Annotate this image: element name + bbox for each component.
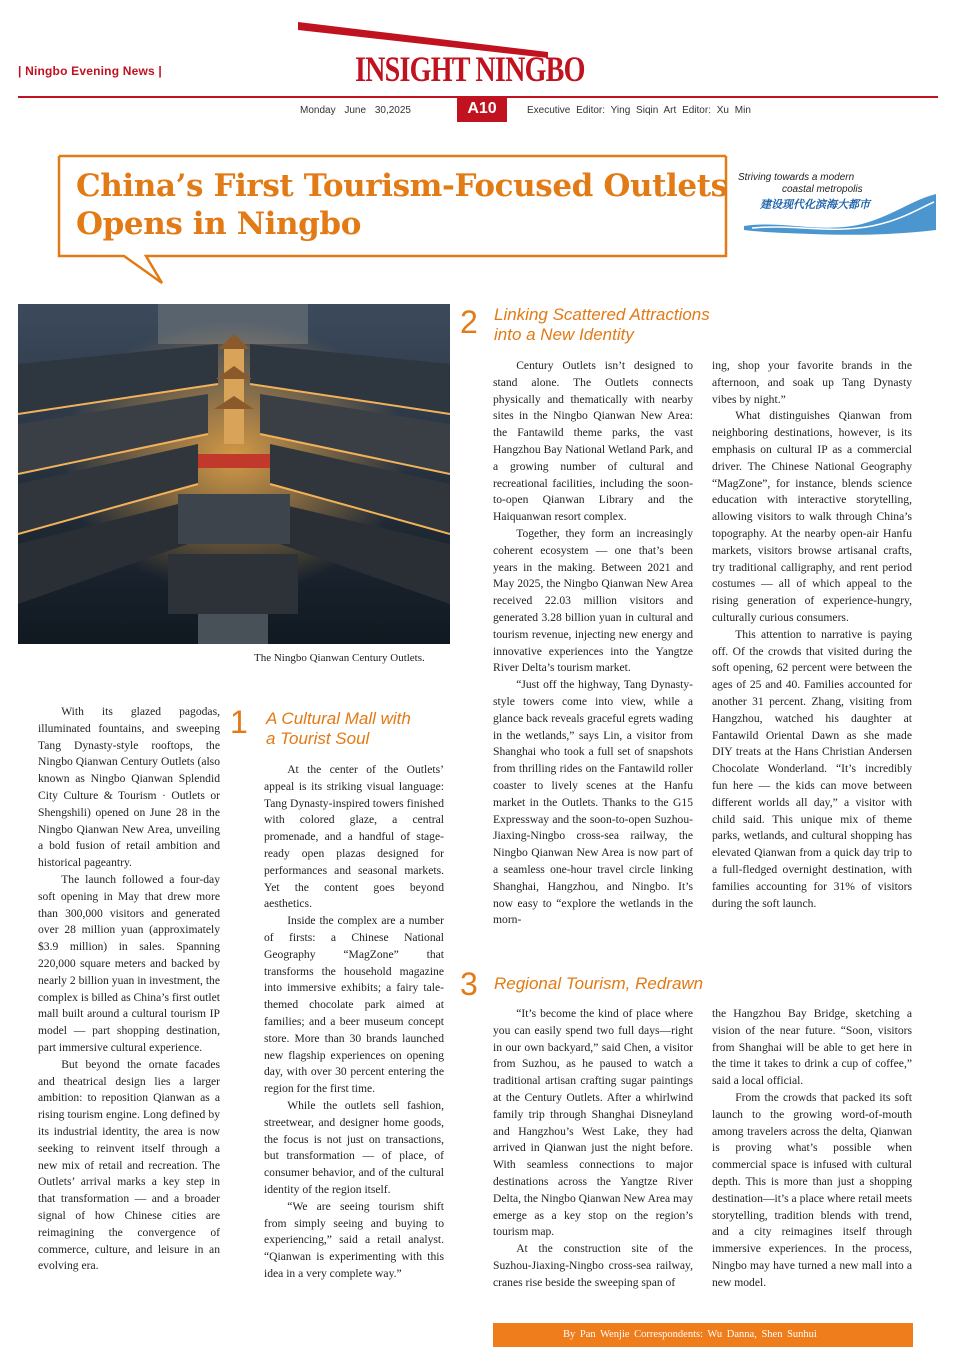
section-2-paragraph: What distinguishes Qianwan from neighboring destinations, however, is its emphasis on cultural IP as a commercial driver. The Chinese National Geography “MagZone”, for instance, blends science education with interactive storytelling, allowing visitors to walk through China’s topography. At the nearby open-air Hanfu markets, visitors browse artisanal crafts, try traditional calligraphy, and rent period costumes — all of which appeal to the rising generation of experience-hungry, culturally curious consumers.: [712, 409, 912, 624]
section-3-paragraph: “It’s become the kind of place where you can easily spend two full days—right in our own backyard,” said Chen, a visitor from Suzhou, as he paused to watch a traditional artisan crafting sugar paintings at the Century Outlets. After a whirlwind family trip through Shanghai Disneyland and Hangzhou’s West Lake, they had arrived in Qianwan just the night before. With seamless connections to major destinations across the Yangtze River Delta, the Ningbo Qianwan New Area may emerge as a key stop on the region’s tourism map.: [493, 1007, 693, 1239]
section-2-title: [494, 305, 710, 345]
section-3-paragraph: the Hangzhou Bay Bridge, sketching a vision of the near future. “Soon, visitors from Shanghai will be able to get here in the time it takes to drink a cup of coffee,” said a local official.: [712, 1007, 912, 1088]
badge-tagline-line1: Striving towards a modern: [738, 172, 855, 183]
section-2-paragraph: ing, shop your favorite brands in the afternoon, and soak up Tang Dynasty vibes by night.”: [712, 359, 912, 406]
badge-chinese-tagline: 建设现代化滨海大都市: [760, 198, 870, 211]
byline: By Pan Wenjie Correspondents: Wu Danna, Shen Sunhui: [493, 1323, 913, 1347]
section-2-title-line1: Linking Scattered Attractions: [494, 305, 710, 324]
section-1-paragraph: At the center of the Outlets’ appeal is its striking visual language: Tang Dynasty-inspired towers finished with colored glaze, a central promenade, and a handful of stage-ready open plazas designed for performances and seasonal markets. Yet the content goes beyond aesthetics.: [264, 763, 444, 911]
section-1-title-line1: A Cultural Mall with: [266, 709, 411, 728]
section-3-paragraph: At the construction site of the Suzhou-Jiaxing-Ningbo cross-sea railway, cranes rise beside the sweeping span of: [493, 1242, 693, 1289]
section-1-paragraph: “We are seeing tourism shift from simply seeing and buying to experiencing,” said a retail analyst. “Qianwan is experimenting with this idea in a very complete way.”: [264, 1199, 444, 1280]
section-1-column: [264, 762, 444, 1283]
intro-column: [38, 704, 220, 1275]
section-3-number: 3: [460, 966, 478, 1002]
section-2-title-line2: into a New Identity: [494, 325, 634, 344]
section-2-paragraph: Together, they form an increasingly coherent ecosystem — one that’s been years in the making. Between 2021 and May 2025, the Ningbo Qianwan New Area received 22.03 million visitors and generated 3.28 billion yuan in cultural and tourism revenue, injecting new energy and innovative experiences into the Yangtze River Delta’s tourism market.: [493, 526, 693, 675]
intro-paragraph: But beyond the ornate facades and theatrical design lies a larger ambition: to reposition Qianwan as a rising tourism engine. Long defined by its industrial identity, the area is now seeking to reinvent itself through a new mix of retail and recreation. The Outlets’ arrival marks a key step in that transformation — and a broader signal of how Chinese cities are reimagining the convergence of commerce, culture, and leisure in an evolving era.: [38, 1057, 220, 1273]
headline: China’s First Tourism-Focused Outlets Opens in Ningbo: [76, 168, 728, 242]
outlets-aerial-photo: [18, 304, 450, 644]
intro-paragraph: With its glazed pagodas, illuminated fountains, and sweeping Tang Dynasty-style rooftops, the Ningbo Qianwan Century Outlets (also known as Ningbo Qianwan Splendid City Culture & Tourism · Outlets or Shengshili) opened on June 28 in the Ningbo Qianwan New Area, unveiling a bold fusion of retail ambition and historical pageantry.: [38, 705, 220, 870]
section-1-title-line2: a Tourist Soul: [266, 729, 370, 748]
section-2-number: 2: [460, 304, 478, 340]
intro-paragraph: The launch followed a four-day soft opening in May that drew more than 300,000 visitors and generated over 28 million yuan (approximately $3.9 million) in sales. Spanning 220,000 square meters and backed by nearly 2 billion yuan in investment, the complex is billed as China’s first outlet mall built around a cultural tourism IP model — part shopping destination, part immersive cultural experience.: [38, 872, 220, 1054]
section-2-paragraph: Century Outlets isn’t designed to stand alone. The Outlets connects physically and thematically with nearby sites in the Ningbo Qianwan New Area: the Fantawild theme parks, the vast Hangzhou Bay National Wetland Park, and a growing number of cultural and recreational facilities, including the soon-to-open Qianwan Library and the Haiquanwan resort complex.: [493, 359, 693, 524]
section-3-column-a: [493, 1006, 693, 1292]
paper-name: | Ningbo Evening News |: [18, 64, 162, 78]
issue-date: Monday June 30,2025: [300, 105, 411, 116]
page-number: A10: [457, 96, 507, 122]
section-3-column-b: [712, 1006, 912, 1292]
editors-credit: Executive Editor: Ying Siqin Art Editor: Xu Min: [527, 105, 751, 116]
section-2-column-b: [712, 358, 912, 912]
section-2-paragraph: “Just off the highway, Tang Dynasty-style towers come into view, while a glance back reveals graceful egrets wading in the wetlands,” says Lin, a visitor from Shanghai who took a full set of snapshots from thrilling rides on the Fantawild roller coaster to lively scenes at the Hanfu market in the Outlets. Thanks to the G15 Expressway and the soon-to-open Suzhou-Jiaxing-Ningbo cross-sea railway, the Ningbo Qianwan New Area is now part of a seamless one-hour travel circle linking Shanghai, Hangzhou, and Ningbo. It’s now easy to “explore the wetlands in the morn-: [493, 678, 693, 927]
section-1-paragraph: Inside the complex are a number of firsts: a Chinese National Geography “MagZone” that transforms the household magazine into immersive exhibits; a fairy tale-themed chocolate park aimed at families; and a beer museum concept store. More than 30 brands launched new flagship experiences on opening day, with over 30 percent entering the region for the first time.: [264, 914, 444, 1096]
section-2-column-a: [493, 358, 693, 929]
photo-caption: The Ningbo Qianwan Century Outlets.: [254, 652, 425, 664]
section-1-paragraph: While the outlets sell fashion, streetwear, and designer home goods, the focus is not just on transactions, but transformation — of place, of consumer behavior, and of the cultural identity of the region itself.: [264, 1098, 444, 1196]
section-3-paragraph: From the crowds that packed its soft launch to the growing word-of-mouth among travelers across the delta, Qianwan is proving what’s possible when commercial space is infused with cultural depth. This is more than just a shopping destination—it’s a place where retail meets storytelling, tradition blends with trend, and a city reimagines itself through immersive experiences. In the process, Ningbo may have turned a new mall into a new model.: [712, 1090, 912, 1289]
section-2-paragraph: This attention to narrative is paying off. Of the crowds that visited during the soft opening, 62 percent were between the ages of 25 and 40. Families accounted for another 31 percent. Zhang, visiting from Hangzhou, watched his daughter at Fantawild Oriental Dawn as she made DIY treats at the Hans Christian Andersen Chocolate Wonderland. “It’s incredibly fun here — the kids can move between different worlds all day,” a visitor with child said. This unique mix of theme parks, wetlands, and cultural shopping has elevated Qianwan from a quick day trip to a full-fledged overnight destination, with families accounting for 31% of visitors during the soft launch.: [712, 627, 912, 910]
section-title: INSIGHT NINGBO: [355, 49, 585, 89]
section-1-title: [266, 709, 411, 749]
section-1-number: 1: [230, 704, 248, 740]
section-3-title: Regional Tourism, Redrawn: [494, 974, 704, 993]
badge-tagline-line2: coastal metropolis: [782, 184, 863, 195]
